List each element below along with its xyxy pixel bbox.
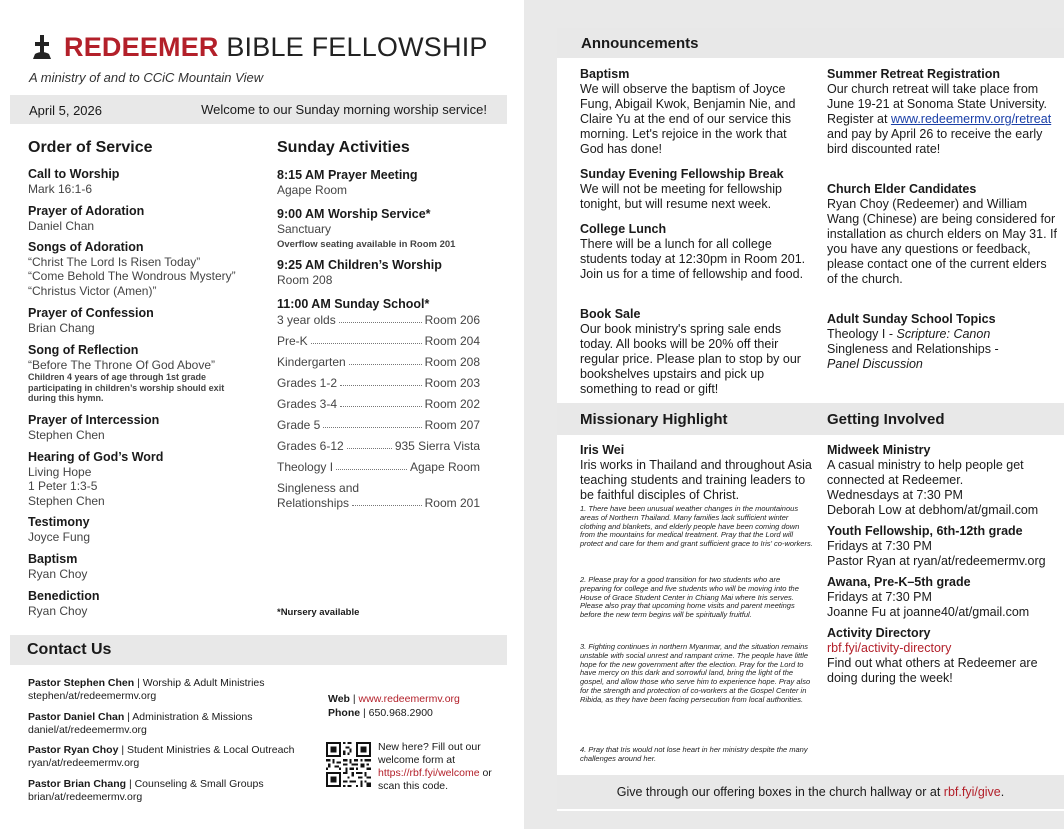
order-item-line: “Christ The Lord Is Risen Today” xyxy=(28,254,201,269)
announcement-title: Adult Sunday School Topics xyxy=(827,312,996,326)
school-row xyxy=(277,397,480,411)
order-item-line: Ryan Choy xyxy=(28,603,88,618)
give-link[interactable]: rbf.fyi/give xyxy=(943,785,1001,799)
section-bar xyxy=(557,403,1064,435)
welcome-form-link[interactable]: https://rbf.fyi/welcome xyxy=(378,767,480,779)
school-room: Room 203 xyxy=(424,376,480,390)
involved-line: Joanne Fu at joanne40/at/gmail.com xyxy=(827,605,1030,619)
school-class: Grade 5 xyxy=(277,418,321,432)
order-item-title: Prayer of Intercession xyxy=(28,413,160,427)
topic-class: Singleness and Relationships - xyxy=(827,342,999,356)
school-class: Kindergarten xyxy=(277,355,346,369)
announcement-title: Sunday Evening Fellowship Break xyxy=(580,167,784,181)
announcement xyxy=(827,312,1057,372)
missionary-name: Iris Wei xyxy=(580,443,625,457)
involved-line: Fridays at 7:30 PM xyxy=(827,590,932,604)
order-item-line: 1 Peter 1:3-5 xyxy=(28,479,98,493)
new-here-line: New here? Fill out our welcome form at xyxy=(378,741,481,766)
order-item-line: Joyce Fung xyxy=(28,529,91,544)
order-item-title: Songs of Adoration xyxy=(28,240,144,254)
order-item-line: Mark 16:1-6 xyxy=(28,181,93,196)
prayer-item: 1. There have been unusual weather changes in the mountainous areas of Northern Thailand. Many families lack sufficient winter clothing and blankets, and elderly people have been coming down from the mountains for medical treatment. Pray that the Lord will protect and care for them and grant sufficient grace to Iris' co-workers. xyxy=(580,504,813,549)
pastor-name: Pastor Brian Chang xyxy=(28,778,127,790)
dot-leader xyxy=(347,439,392,449)
school-class: Grades 3-4 xyxy=(277,397,338,411)
involved-item xyxy=(827,443,1059,518)
pastor-email: brian/at/redeemermv.org xyxy=(28,791,143,803)
involved-title-item: Midweek Ministry xyxy=(827,443,931,457)
missionary-text: Iris works in Thailand and throughout Asia teaching students and training leaders to be faithful disciples of Christ. xyxy=(580,458,812,502)
topic-name: Panel Discussion xyxy=(827,357,923,371)
date-bar xyxy=(10,95,507,124)
phone-number: 650.968.2900 xyxy=(368,707,433,719)
pastor-role: Administration & Missions xyxy=(132,711,253,723)
announcement xyxy=(827,67,1057,157)
order-item xyxy=(28,450,163,508)
school-room: Room 201 xyxy=(424,496,480,510)
activity-directory-link[interactable]: rbf.fyi/activity-directory xyxy=(827,641,952,655)
announcement-text: and pay by April 26 to receive the early bird discounted rate! xyxy=(827,127,1043,156)
pastor-contact: Pastor Stephen Chen | Worship & Adult Ministries stephen/at/redeemermv.org xyxy=(28,677,265,702)
order-item-title: Song of Reflection xyxy=(28,343,139,357)
involved-item xyxy=(827,575,1059,620)
contact-title: Contact Us xyxy=(27,641,112,658)
school-class: 3 year olds xyxy=(277,313,336,327)
order-item-line: Stephen Chen xyxy=(28,427,105,442)
order-of-service-title: Order of Service xyxy=(28,139,153,156)
order-item-line: Brian Chang xyxy=(28,320,95,335)
announcements-bar xyxy=(557,28,1064,58)
order-item xyxy=(28,204,144,233)
pastor-email: ryan/at/redeemermv.org xyxy=(28,757,140,769)
brand-title xyxy=(64,32,488,63)
order-item xyxy=(28,515,90,544)
school-row xyxy=(277,439,480,453)
pastor-role: Student Ministries & Local Outreach xyxy=(127,744,295,756)
school-row xyxy=(277,313,480,327)
give-text: Give through our offering boxes in the church hallway or at xyxy=(616,785,944,799)
contact-bar xyxy=(10,635,507,665)
school-room: Room 204 xyxy=(424,334,480,348)
cross-logo-icon xyxy=(31,33,53,61)
announcements-title: Announcements xyxy=(581,35,699,52)
activity-location: Agape Room xyxy=(277,183,348,197)
order-item-line: Ryan Choy xyxy=(28,566,88,581)
involved-title: Getting Involved xyxy=(827,411,945,428)
announcement-title: Baptism xyxy=(580,67,630,81)
activity-title: 11:00 AM Sunday School* xyxy=(277,297,430,311)
pastor-name: Pastor Ryan Choy xyxy=(28,744,119,756)
involved-title-item: Awana, Pre-K–5th grade xyxy=(827,575,971,589)
school-room: Room 207 xyxy=(424,418,480,432)
order-item-title: Benediction xyxy=(28,589,100,603)
retreat-link[interactable]: www.redeemermv.org/retreat xyxy=(890,112,1052,126)
order-item-line: Stephen Chen xyxy=(28,493,105,508)
activity-item xyxy=(277,297,429,312)
bulletin-right-page xyxy=(557,28,1064,811)
activity-location: Sanctuary xyxy=(277,222,332,236)
order-item-title: Prayer of Confession xyxy=(28,306,154,320)
school-room: Agape Room xyxy=(409,460,480,474)
announcement xyxy=(580,222,812,282)
school-row xyxy=(277,355,480,369)
order-item xyxy=(28,306,154,335)
order-item-title: Prayer of Adoration xyxy=(28,204,145,218)
pastor-contact: Pastor Ryan Choy | Student Ministries & Local Outreach ryan/at/redeemermv.org xyxy=(28,744,295,769)
activity-title: 8:15 AM Prayer Meeting xyxy=(277,168,418,182)
activity-note: Overflow seating available in Room 201 xyxy=(277,239,456,250)
missionary-intro xyxy=(580,443,812,503)
announcement xyxy=(827,182,1057,287)
pastor-name: Pastor Daniel Chan xyxy=(28,711,125,723)
service-date: April 5, 2026 xyxy=(29,103,102,118)
web-phone: Web | www.redeemermv.org Phone | 650.968.2900 xyxy=(328,693,460,719)
involved-line: Wednesdays at 7:30 PM xyxy=(827,488,963,502)
announcement-text: Ryan Choy (Redeemer) and William Wang (Chinese) are being considered for installation as church elders on May 31. If you have any questions or feedback, please contact one of the current elders of the church. xyxy=(827,197,1057,286)
order-item xyxy=(28,413,159,442)
order-item-title: Hearing of God’s Word xyxy=(28,450,164,464)
welcome-text: Welcome to our Sunday morning worship service! xyxy=(201,102,487,117)
school-class: Grades 6-12 xyxy=(277,439,344,453)
school-class: Singleness and xyxy=(277,481,360,495)
give-end: . xyxy=(1000,785,1005,799)
school-row xyxy=(277,376,480,390)
announcement-text: There will be a lunch for all college students today at 12:30pm in Room 201. Join us for a time of fellowship and food. xyxy=(580,237,806,281)
order-item-line: Daniel Chan xyxy=(28,218,95,233)
activity-item xyxy=(277,207,455,252)
announcement xyxy=(580,67,812,157)
order-item xyxy=(28,240,236,298)
topic-name: Scripture: Canon xyxy=(896,327,991,341)
announcement-title: Church Elder Candidates xyxy=(827,182,977,196)
sunday-activities-title: Sunday Activities xyxy=(277,139,410,156)
new-here-line-2: or scan this code. xyxy=(378,767,492,792)
order-item xyxy=(28,167,119,196)
dot-leader xyxy=(340,397,422,407)
brand-black: BIBLE FELLOWSHIP xyxy=(226,32,488,62)
dot-leader xyxy=(336,460,407,470)
dot-leader xyxy=(349,355,422,365)
involved-title-item: Youth Fellowship, 6th-12th grade xyxy=(827,524,1023,538)
announcement xyxy=(580,167,812,212)
school-row xyxy=(277,418,480,432)
activity-title: 9:00 AM Worship Service* xyxy=(277,207,431,221)
order-item-line: “Come Behold The Wondrous Mystery” xyxy=(28,269,236,283)
school-row xyxy=(277,496,480,510)
involved-line: Find out what others at Redeemer are doing during the week! xyxy=(827,656,1038,685)
school-row xyxy=(277,460,480,474)
involved-line: Pastor Ryan at ryan/at/redeemermv.org xyxy=(827,554,1046,568)
phone-label: Phone xyxy=(328,707,361,719)
announcement-title: College Lunch xyxy=(580,222,667,236)
bulletin-left-page xyxy=(0,0,524,829)
pastor-contact: Pastor Brian Chang | Counseling & Small Groups brian/at/redeemermv.org xyxy=(28,778,264,803)
pastor-email: stephen/at/redeemermv.org xyxy=(28,690,157,702)
pastor-role: Counseling & Small Groups xyxy=(134,778,264,790)
school-room: Room 208 xyxy=(424,355,480,369)
announcement-title: Summer Retreat Registration xyxy=(827,67,1000,81)
pastor-contact: Pastor Daniel Chan | Administration & Missions daniel/at/redeemermv.org xyxy=(28,711,253,736)
involved-item xyxy=(827,626,1059,686)
involved-line: Deborah Low at debhom/at/gmail.com xyxy=(827,503,1039,517)
announcement-title: Book Sale xyxy=(580,307,641,321)
web-label: Web xyxy=(328,693,350,705)
order-item-title: Baptism xyxy=(28,552,78,566)
activity-item xyxy=(277,168,418,198)
involved-line: Fridays at 7:30 PM xyxy=(827,539,932,553)
announcement-text: Our church retreat will take place from June 19-21 at Sonoma State University. Register at xyxy=(827,82,1048,126)
qr-code-icon[interactable] xyxy=(326,742,371,787)
school-room: Room 202 xyxy=(424,397,480,411)
involved-title-item: Activity Directory xyxy=(827,626,931,640)
nursery-note: *Nursery available xyxy=(277,607,360,618)
new-here-text xyxy=(378,741,503,793)
order-item xyxy=(28,343,228,404)
order-item-line: “Before The Throne Of God Above” xyxy=(28,357,215,372)
announcement xyxy=(580,307,812,397)
pastor-email: daniel/at/redeemermv.org xyxy=(28,724,147,736)
dot-leader xyxy=(339,313,422,323)
school-row-label xyxy=(277,481,480,495)
involved-line: A casual ministry to help people get connected at Redeemer. xyxy=(827,458,1024,487)
activity-item xyxy=(277,258,442,288)
order-item xyxy=(28,552,87,581)
school-row xyxy=(277,334,480,348)
order-item-note: Children 4 years of age through 1st grade participating in children’s worship should exit during this hymn. xyxy=(28,372,225,403)
announcement-text: Our book ministry's spring sale ends today. All books will be 20% off their regular price. Please plan to stop by our bookshelves upstairs and pick up something to read or gift! xyxy=(580,322,801,396)
order-item xyxy=(28,589,100,618)
involved-item xyxy=(827,524,1062,569)
school-class: Grades 1-2 xyxy=(277,376,338,390)
prayer-item: 2. Please pray for a good transition for two students who are preparing for college and five students who will be moving into the House of Grace Student Center in Chiang Mai where Iris serves. Please also pray that upcoming home visits and parent meetings before the new term begins will be spiritually fruitful. xyxy=(580,575,799,620)
activity-location: Room 208 xyxy=(277,273,333,287)
order-item-title: Call to Worship xyxy=(28,167,120,181)
announcement-text: We will observe the baptism of Joyce Fung, Abigail Kwok, Benjamin Nie, and Claire Yu at the end of our service this morning. Let's rejoice in the work that God has done! xyxy=(580,82,796,156)
school-class: Pre-K xyxy=(277,334,308,348)
brand-red: REDEEMER xyxy=(64,32,219,62)
school-room: 935 Sierra Vista xyxy=(394,439,480,453)
order-item-line: “Christus Victor (Amen)” xyxy=(28,283,157,298)
pastor-role: Worship & Adult Ministries xyxy=(142,677,265,689)
school-room: Room 206 xyxy=(424,313,480,327)
missionary-title: Missionary Highlight xyxy=(580,411,728,428)
activity-title: 9:25 AM Children’s Worship xyxy=(277,258,442,272)
order-item-title: Testimony xyxy=(28,515,90,529)
dot-leader xyxy=(311,334,422,344)
pastor-name: Pastor Stephen Chen xyxy=(28,677,135,689)
web-link[interactable]: www.redeemermv.org xyxy=(358,693,460,705)
school-class: Relationships xyxy=(277,496,350,510)
give-bar xyxy=(557,775,1064,809)
prayer-item: 4. Pray that Iris would not lose heart in her ministry despite the many challenges around her. xyxy=(580,745,808,763)
dot-leader xyxy=(352,496,422,506)
school-class: Theology I xyxy=(277,460,334,474)
topic-class: Theology I - xyxy=(827,327,897,341)
announcement-text: We will not be meeting for fellowship tonight, but will resume next week. xyxy=(580,182,782,211)
order-item-line: Living Hope xyxy=(28,464,92,479)
dot-leader xyxy=(340,376,422,386)
dot-leader xyxy=(323,418,421,428)
tagline: A ministry of and to CCiC Mountain View xyxy=(29,70,264,85)
prayer-item: 3. Fighting continues in northern Myanmar, and the situation remains unstable with social unrest and rampant crime. The people have little hope for the new government after the election. Pray for the Lord to have mercy on this dark and sorrowful land, bring the light of the gospel, and allow those who serve him to experience hope. Pray also for the strength and protection of co-workers at the Gospel Center in Ribida, as they have been facing persecution from local authorities. xyxy=(580,642,811,704)
